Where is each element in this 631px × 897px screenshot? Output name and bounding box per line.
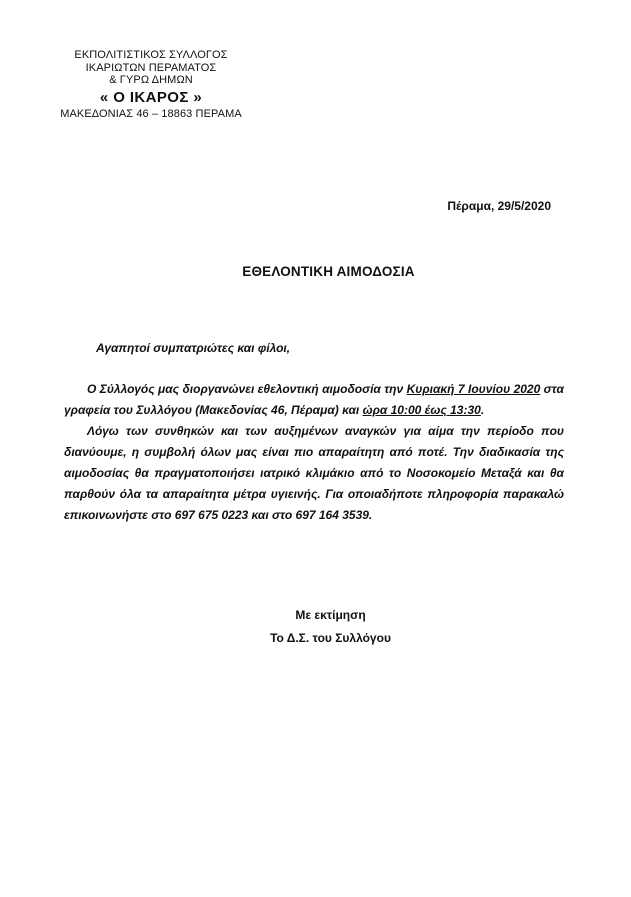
signoff (0, 604, 631, 650)
announcement-text-3: . (480, 403, 485, 417)
event-time: ώρα 10:00 έως 13:30 (362, 403, 481, 417)
phone-number-2: 697 164 3539 (295, 508, 369, 522)
organization-name: « Ο ΙΚΑΡΟΣ » (99, 88, 203, 106)
letter-body (64, 379, 564, 526)
signoff-regards: Με εκτίμηση (295, 608, 366, 622)
organization-address: ΜΑΚΕΔΟΝΙΑΣ 46 – 18863 ΠΕΡΑΜΑ (60, 107, 242, 120)
paragraph-details (64, 421, 564, 526)
letterhead-line-3: & ΓΥΡΩ ΔΗΜΩΝ (109, 74, 193, 86)
letterhead-line-1: ΕΚΠΟΛΙΤΙΣΤΙΚΟΣ ΣΥΛΛΟΓΟΣ (74, 49, 228, 61)
letterhead (56, 49, 246, 120)
letter-date: Πέραμα, 29/5/2020 (447, 199, 551, 213)
details-connector: και στο (248, 508, 296, 522)
paragraph-announcement (64, 379, 564, 421)
phone-number-1: 697 675 0223 (174, 508, 249, 522)
salutation: Αγαπητοί συμπατριώτες και φίλοι, (96, 341, 291, 355)
announcement-text-2: στα γραφεία του Συλλόγου (Μακεδονίας 46, Πέραμα) και (64, 382, 564, 417)
details-end: . (368, 508, 373, 522)
letterhead-line-2: ΙΚΑΡΙΩΤΩΝ ΠΕΡΑΜΑΤΟΣ (85, 61, 217, 74)
letter-title: ΕΘΕΛΟΝΤΙΚΗ ΑΙΜΟΔΟΣΙΑ (242, 264, 415, 279)
signoff-board: Το Δ.Σ. του Συλλόγου (270, 631, 391, 645)
event-day: Κυριακή 7 Ιουνίου 2020 (406, 382, 541, 396)
announcement-text-1: Ο Σύλλογός μας διοργανώνει εθελοντική αιμοδοσία την (87, 382, 407, 396)
details-text: Λόγω των συνθηκών και των αυξημένων αναγκών για αίμα την περίοδο που διανύουμε, η συμβολή όλων μας είναι πιο απαραίτητη από ποτέ. Την διαδικασία της αιμοδοσίας θα πραγματοποιήσει ιατρικό κλιμάκιο από το Νοσοκομείο Μεταξά και θα παρθούν όλα τα απαραίτητα μέτρα υγιεινής. Για οποιαδήποτε πληροφορία παρακαλώ επικοινωνήστε στο (64, 424, 564, 522)
